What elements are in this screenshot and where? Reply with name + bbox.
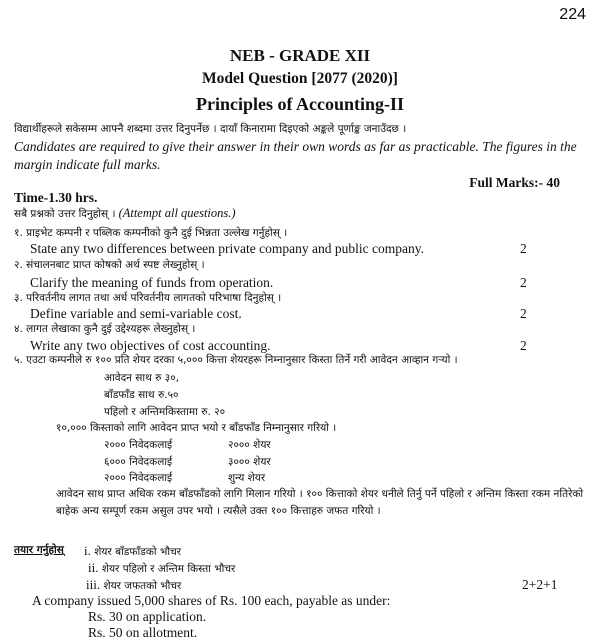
q3-english: Define variable and semi-variable cost. [30,306,242,321]
prepare-item-3-text: शेयर जफतको भौचर [103,580,182,592]
allotment-applicants-3: २००० निवेदकलाई [104,472,173,484]
q1-english: State any two differences between private company and public company. [30,241,424,256]
q5-applications-line: १०,००० किस्ताको लागि आवेदन प्राप्त भयो र बाँडफाँड निम्नानुसार गरियो । [56,422,337,434]
board-heading: NEB - GRADE XII [229,46,371,65]
allotment-applicants-2: ६००० निवेदकलाई [104,456,173,468]
attempt-instruction [14,206,236,221]
allotment-shares-3: शुन्य शेयर [228,472,266,484]
allotment-shares-1: २००० शेयर [228,439,271,451]
allotment-applicants-1: २००० निवेदकलाई [104,439,173,451]
q2-english: Clarify the meaning of funds from operation. [30,275,274,290]
q5-term-calls: पहिलो र अन्तिमकिस्तामा रु. २० [104,406,226,418]
prepare-item-3 [86,577,181,593]
q2-nepali: २. संचालनबाट प्राप्त कोषको अर्थ स्पष्ट लेख्नुहोस् । [14,259,205,271]
q3-marks: 2 [520,306,527,321]
q3-nepali: ३. परिवर्तनीय लागत तथा अर्ध परिवर्तनीय लागतको परिभाषा दिनुहोस् । [14,292,282,304]
q5-english-intro: A company issued 5,000 shares of Rs. 100 each, payable as under: [32,593,391,608]
q2-marks: 2 [520,275,527,290]
q5-marks: 2+2+1 [522,577,558,592]
q5-english-term-application: Rs. 30 on application. [88,609,207,624]
q5-intro: ५. एउटा कम्पनीले रु १०० प्रति शेयर दरका ५,००० कित्ता शेयरहरू निम्नानुसार किस्ता तिर्ने गरी आवेदन आव्हान गऱ्यो । [14,354,458,366]
full-marks: Full Marks:- 40 [469,175,560,190]
subject-heading: Principles of Accounting-II [195,94,404,114]
prepare-item-2-num: ii. [88,560,99,575]
instructions-nepali: विद्यार्थीहरूले सकेसम्म आफ्नै शब्दमा उत्तर दिनुपर्नेछ । दायाँ किनारामा दिइएको अङ्कले पूर्णाङ्क जनाउँदछ । [14,123,407,135]
prepare-label: तयार गर्नुहोस् [14,544,64,556]
q5-paragraph: आवेदन साथ प्राप्त अधिक रकम बाँडफाँडको लागि मिलान गरियो । १०० कित्ताको शेयर धनीले तिर्नु पर्ने पहिलो र अन्तिम किस्ता रकम नतिरेको बाहेक अन्य सम्पूर्ण रकम असुल उपर भयो । त्यसैले उक्त १०० कित्ताहरु जफत गरियो । [56,488,584,517]
prepare-item-1-num: i. [84,543,91,558]
q4-marks: 2 [520,338,527,353]
prepare-item-1 [84,543,181,559]
q4-english: Write any two objectives of cost accounting. [30,338,271,353]
q5-english-term-allotment: Rs. 50 on allotment. [88,625,198,640]
attempt-english: (Attempt all questions.) [118,206,236,220]
q4-nepali: ४. लागत लेखाका कुनै दुई उद्देश्यहरू लेख्नुहोस् । [14,323,196,335]
instructions-english: Candidates are required to give their answer in their own words as far as practicable. The figures in the margin indicate full marks. [14,139,577,172]
q5-term-application: आवेदन साथ रु ३०, [104,372,180,384]
prepare-item-2-text: शेयर पहिलो र अन्तिम किस्ता भौचर [101,563,236,575]
allotment-shares-2: ३००० शेयर [228,456,271,468]
prepare-item-2 [88,560,235,576]
page-number: 224 [559,6,586,23]
q1-marks: 2 [520,241,527,256]
attempt-nepali: सबै प्रश्नको उत्तर दिनुहोस् । [14,208,116,220]
q5-term-allotment: बाँडफाँड साथ रु.५० [104,389,179,401]
prepare-item-1-text: शेयर बाँडफाँडको भौचर [94,546,182,558]
model-heading: Model Question [2077 (2020)] [202,70,398,87]
q1-nepali: १. प्राइभेट कम्पनी र पब्लिक कम्पनीको कुनै दुई भिन्नता उल्लेख गर्नुहोस् । [14,227,288,239]
prepare-item-3-num: iii. [86,577,101,592]
time-allowed: Time-1.30 hrs. [14,190,98,205]
